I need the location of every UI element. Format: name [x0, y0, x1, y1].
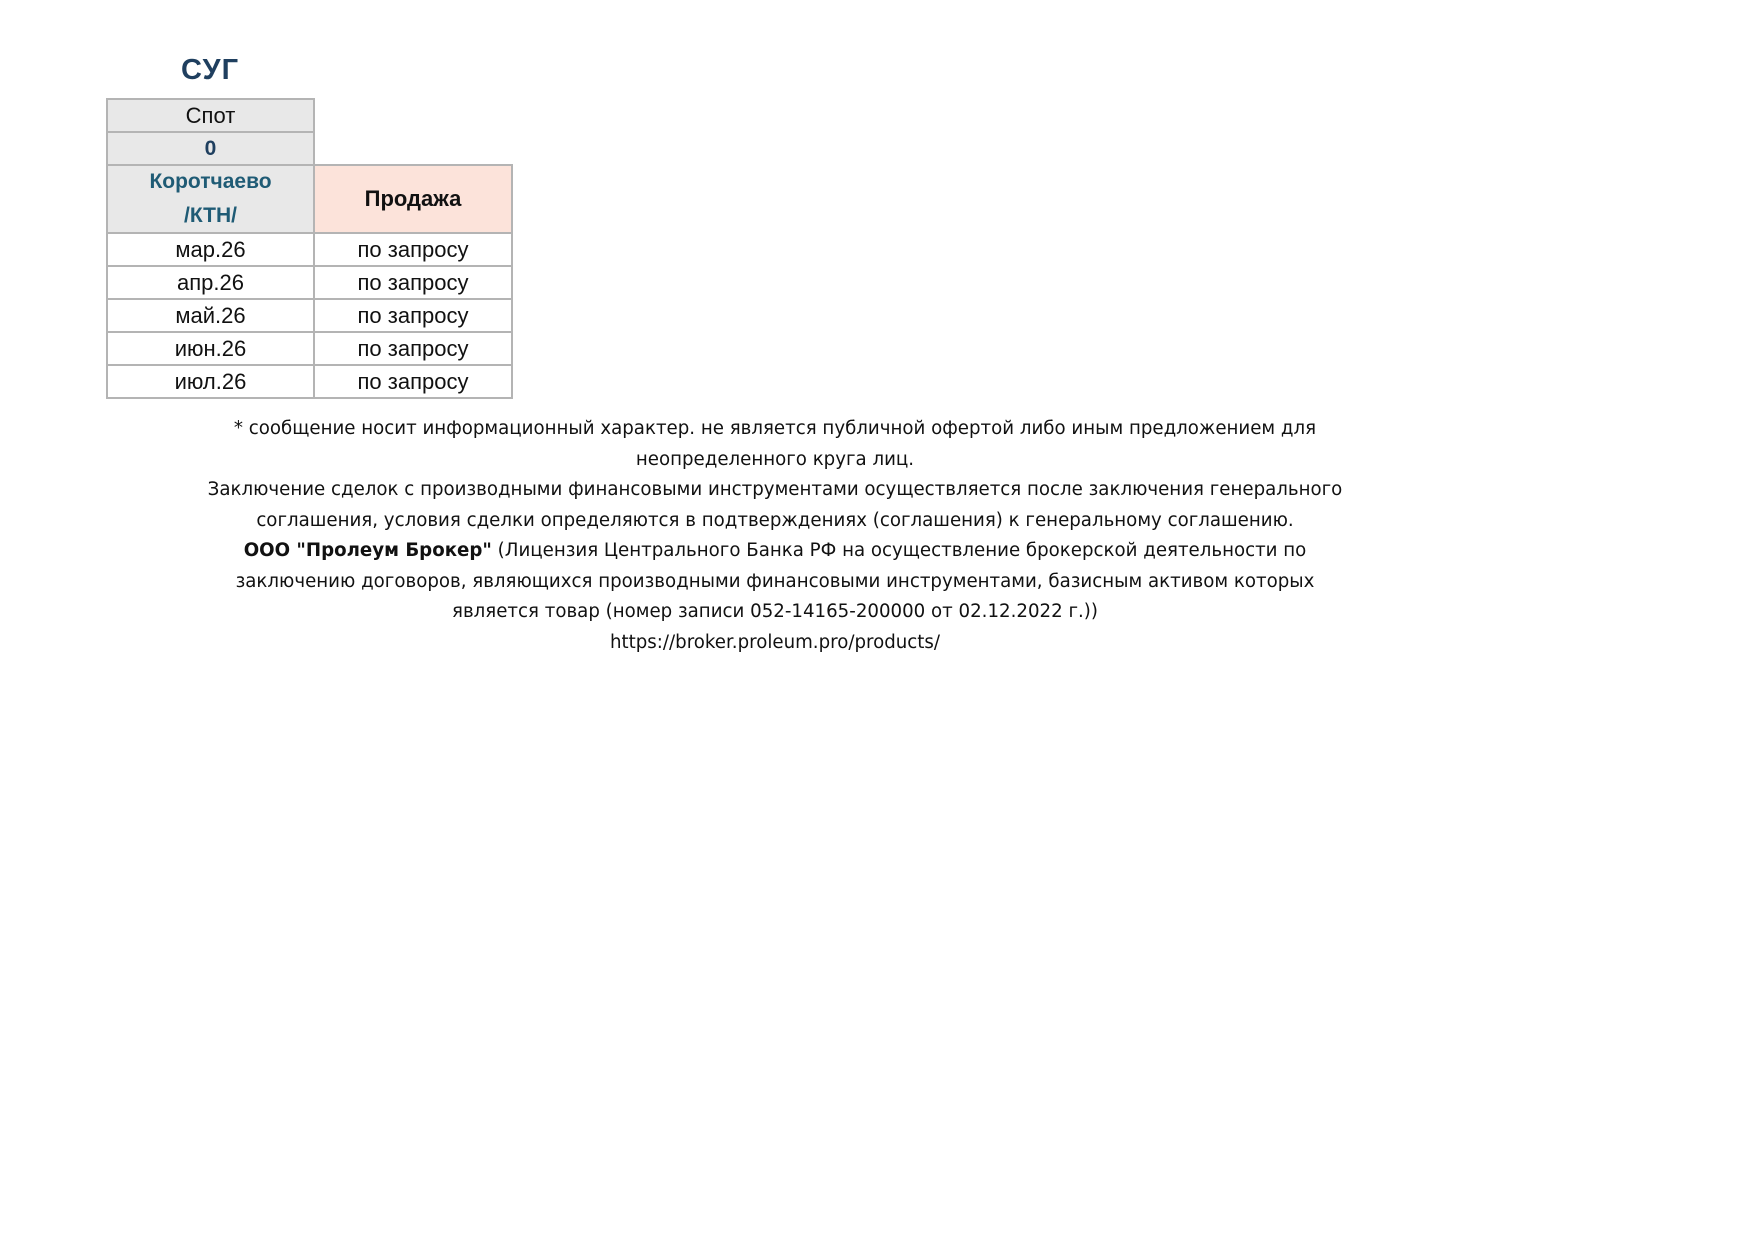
disclaimer-notes: [200, 414, 1350, 658]
disclaimer-text: * сообщение носит информационный характер. не является публичной офертой либо иным предложением для неопределенного круга лиц.: [233, 418, 1317, 470]
spot-value: 0: [106, 131, 315, 166]
table-row-price: по запросу: [313, 364, 513, 399]
table-row-month: апр.26: [106, 265, 315, 300]
table-row-price: по запросу: [313, 298, 513, 333]
license-details: (Лицензия Центрального Банка РФ на осуществление брокерской деятельности по заключению договоров, являющихся производными финансовыми инструментами, базисным активом которых является товар (номер записи 052-14165-200000 от 02.12.2022 г.)): [235, 540, 1315, 622]
table-row-month: июн.26: [106, 331, 315, 366]
table-row-month: май.26: [106, 298, 315, 333]
page-title: СУГ: [180, 54, 240, 86]
table-row-month: мар.26: [106, 232, 315, 267]
sale-header: Продажа: [313, 164, 513, 234]
table-row-month: июл.26: [106, 364, 315, 399]
location-code: /КТН/: [183, 204, 237, 227]
location-header: [106, 164, 315, 234]
table-row-price: по запросу: [313, 265, 513, 300]
table-row-price: по запросу: [313, 232, 513, 267]
location-name: Коротчаево: [149, 170, 272, 193]
website-link[interactable]: https://broker.proleum.pro/products/: [609, 631, 941, 653]
deals-text: Заключение сделок с производными финансовыми инструментами осуществляется после заключения генерального соглашения, условия сделки определяются в подтверждениях (соглашения) к генеральному соглашению.: [207, 479, 1343, 531]
license-text: [200, 536, 1350, 628]
spot-label: Спот: [106, 98, 315, 133]
company-name: ООО "Пролеум Брокер": [243, 540, 492, 561]
table-row-price: по запросу: [313, 331, 513, 366]
